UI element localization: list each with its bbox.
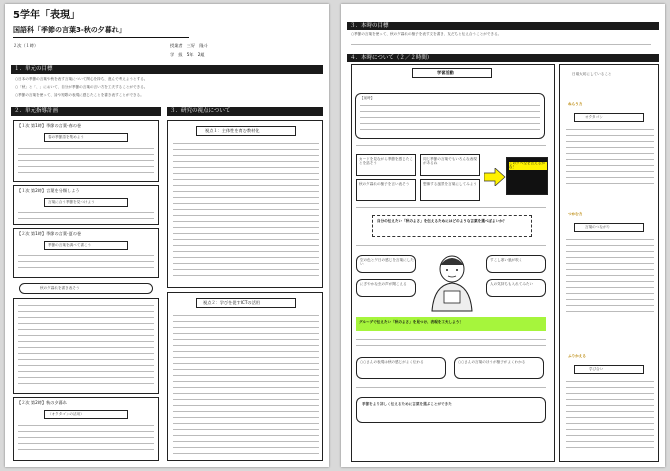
viewpoint-box-2 [167,292,323,461]
goal-line-2: ○「秋」と「、」において、自分が季節の言葉の言い方を工夫することができる。 [15,85,148,89]
side-box [574,223,644,232]
flow-lines [356,207,546,213]
callout-text: この夕べ空を言えるかな！ [509,162,547,170]
activity-title: 学習活動 [437,70,454,75]
intro-lines [360,105,540,135]
thought-bubble [356,279,416,297]
flow-lines [356,145,546,151]
closing-box [356,397,546,423]
flow-lines [356,387,546,393]
plan-step-head: 【１次 第1時】季節の言葉-春の巻 [17,123,82,128]
plan-task: 言葉に合う季節を見つけよう [48,200,95,204]
thought-bubble-text: すこし寒い風が吹く [490,258,523,262]
plan-step-head: 【２次 第1時】季節の言葉-夏の巻 [17,231,82,236]
viewpoint-title-1: 視点１：主体性を育む教材化 [205,128,260,133]
side-column [559,64,659,462]
plan-task-box [44,410,128,419]
thought-bubble-text: にぎやかな虫の声が聞こえる [360,282,407,286]
title-underline [13,37,189,38]
thought-bubble [486,255,546,273]
viewpoint-lines [173,143,319,281]
side-box-text: 言葉のつながり [585,225,611,229]
central-question-box [372,215,532,237]
plan-step-box [13,298,159,394]
side-lines [566,381,654,453]
thought-bubble-text: 人の気持ちも入れてみたい [490,282,534,286]
plan-section-header: ２．単元指導計画 [11,107,161,116]
side-box [574,113,644,122]
plan-step-lines [18,305,154,389]
flow-lines [356,339,546,351]
goal-line-1: ○日本の季節の言葉や秋を表す言葉について関心を持ち、進んで考えようとする。 [15,77,148,81]
plan-task: 季節の言葉を調べて書こう [48,243,92,247]
question-card-text: 同じ季節の言葉でもいろんな表現があるね [423,157,477,165]
question-card [356,154,416,176]
question-card [356,179,416,201]
summary-box [454,357,544,379]
right-page [341,4,665,467]
grade-title: 5学年「表現」 [13,10,80,21]
class-label: 学 級 5年 2組 [170,52,205,57]
viewpoint-title-2: 視点２：学びを促すICTの活用 [203,300,260,305]
question-card [420,154,480,176]
activity-column [351,64,555,462]
question-card-text: 想像する風景を言葉にしてみよう [423,182,477,186]
plan-task: 春の季節語を集めよう [48,135,84,139]
viewpoint-box-1 [167,120,323,288]
subject-title: 国語科「季節の言葉3-秋の夕暮れ」 [13,26,126,34]
side-lines [566,239,654,317]
plan-highlight-text: 秋の夕暮れを書き表そう [40,286,80,290]
question-card [420,179,480,201]
plan-step-box [13,228,159,278]
summary-box [356,357,446,379]
question-card-text: カードを見ながら季節を感じたことを話そう [359,157,413,165]
plan-step-box [13,185,159,225]
central-question: 自分の伝えたい「秋のよさ」を伝えるためにはどのような言葉を選べばよいか？ [377,219,507,223]
callout-box [506,157,548,195]
teacher-illustration [424,251,480,313]
plan-step-lines [18,148,154,178]
question-card-text: 秋の夕暮れの様子を言い表そう [359,182,410,186]
plan-task-box [44,133,128,142]
closing-text: 季節をより詳しく伝えるために言葉を選ぶことができた [362,402,452,406]
plan-step-lines [18,255,154,273]
plan-task: （オクタゴンの活用） [48,412,84,416]
thought-bubble [486,279,546,297]
intro-title: 【前時】 [360,96,375,100]
goal-section-header: １．単元の目標 [11,65,323,74]
plan-step-head: 【１次 第2時】言葉を分類しよう [17,188,80,193]
side-lines [566,129,654,189]
plan-step-lines [18,212,154,224]
side-heading: 日頃大切にしていること [572,72,612,76]
plan-step-lines [18,425,154,455]
side-label: ねらう力 [568,102,583,106]
period-label: ２次（１時） [13,43,39,48]
lesson-flow-header: ４．本時について（２／２時間） [347,54,659,62]
viewpoint-title-box [196,126,296,136]
goal-line-3: ○季節の言葉を使って、詩や短歌の表現に感じたことを書き表すことができる。 [15,93,144,97]
green-banner-text: グループで伝えたい「秋のよさ」を見つけ、表現を工夫しよう！ [359,320,463,324]
plan-task-box [44,241,128,250]
teacher-label: 授業者 三好 隆斗 [170,43,208,48]
left-page [5,4,329,467]
plan-task-box [44,198,128,207]
plan-step-head: 【２次 第2時】秋の夕暮れ [17,400,68,405]
right-arrow-icon [484,168,506,186]
green-banner [356,317,546,331]
viewpoint-section-header: ３．研究の視点について [167,107,323,116]
plan-step-box [13,397,159,461]
lesson-goal-lines [351,44,651,50]
summary-box-text: ○○さんの言葉のほうが様子がよくわかる [458,360,526,364]
lesson-goal-header: ３．本時の目標 [347,22,659,30]
plan-step-box [13,120,159,182]
intro-box [355,93,545,139]
side-label: つかむ力 [568,212,583,216]
thought-bubble-text: 空の色と夕日の感じを言葉にしたい [360,258,414,266]
side-box [574,365,644,374]
summary-box-text: ○○さんの表現は秋の感じがよく伝わる [360,360,424,364]
side-box-text: 学び合い [589,367,604,371]
activity-title-box [412,68,492,78]
thought-bubble [356,255,416,273]
side-box-text: オクタゴン [585,115,603,119]
viewpoint-title-box [196,298,296,308]
lesson-goal-text: ○季節の言葉を使って、秋の夕暮れの様子を表す文を書き、友だちと伝え合うことができる。 [351,32,502,36]
plan-highlight-box [19,283,153,294]
side-label: ふりかえる [568,354,586,358]
viewpoint-lines [173,315,319,459]
